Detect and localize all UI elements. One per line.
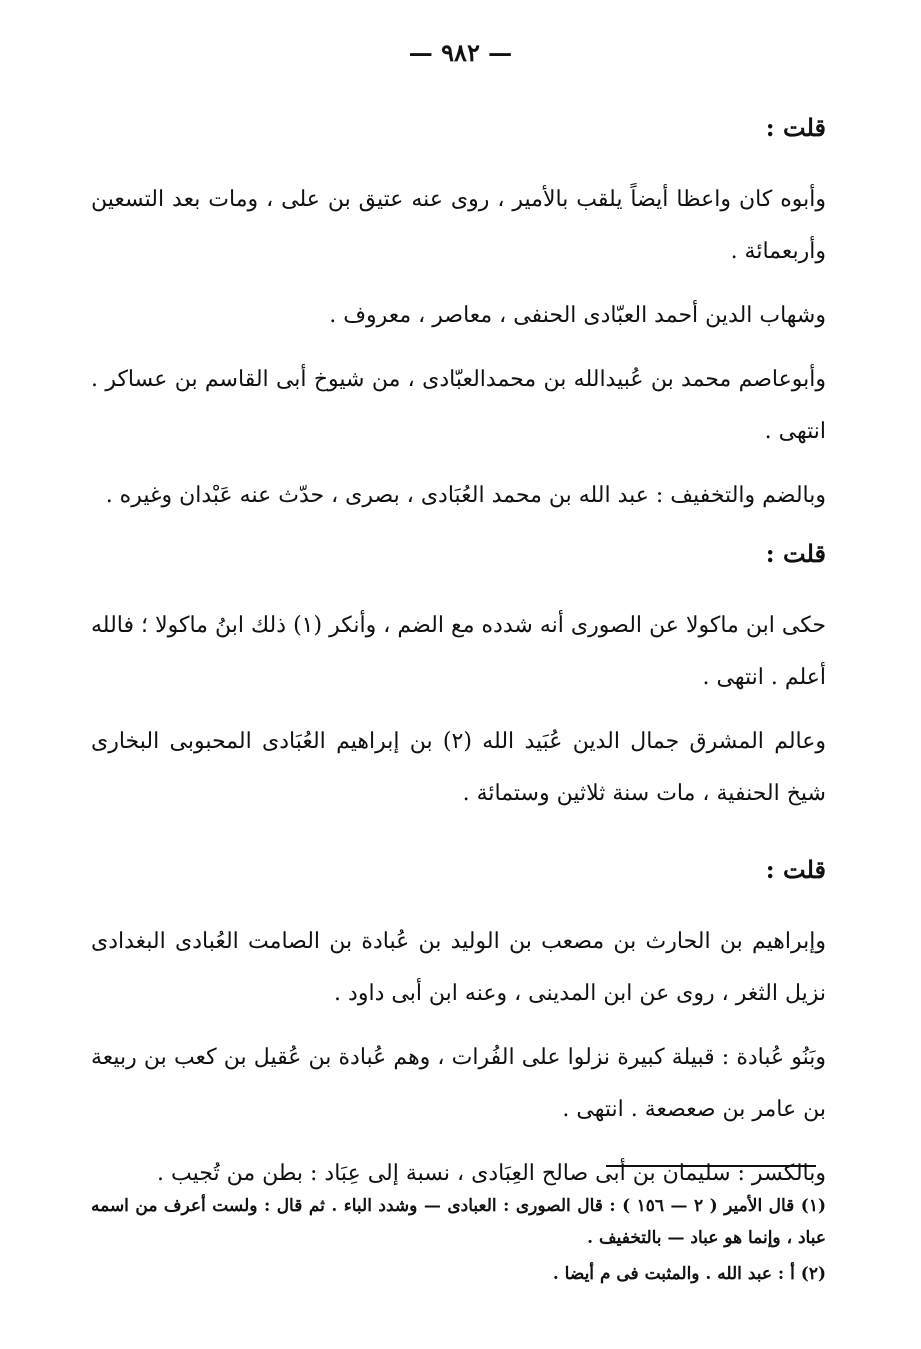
paragraph: وبَنُو عُبادة : قبيلة كبيرة نزلوا على الفُرات ، وهم عُبادة بن عُقيل بن كعب بن ربيعة بن عامر بن صعصعة . انتهى . xyxy=(91,1045,826,1122)
section-heading: قلت : xyxy=(765,855,826,884)
paragraph: وبالكسر : سليمان بن أبى صالح العِبَادى ، نسبة إلى عِبَاد : بطن من تُجيب . xyxy=(157,1161,826,1186)
paragraph: وأبوه كان واعظا أيضاً يلقب بالأمير ، روى عنه عتيق بن على ، ومات بعد التسعين وأربعمائة . xyxy=(91,187,826,264)
paragraph: وأبوعاصم محمد بن عُبيدالله بن محمدالعبّادى ، من شيوخ أبى القاسم بن عساكر . انتهى . xyxy=(91,367,826,444)
paragraph: وإبراهيم بن الحارث بن مصعب بن الوليد بن عُبادة بن الصامت العُبادى البغدادى نزيل الثغر ، روى عن ابن المدينى ، وعنه ابن أبى داود . xyxy=(91,929,826,1006)
paragraph: وشهاب الدين أحمد العبّادى الحنفى ، معاصر ، معروف . xyxy=(329,303,826,328)
section-heading: قلت : xyxy=(765,539,826,568)
footnote: (٢) أ : عبد الله . والمثبت فى م أيضا . xyxy=(552,1264,826,1284)
main-text xyxy=(91,100,826,1212)
footnote-divider xyxy=(606,1165,816,1167)
paragraph: حكى ابن ماكولا عن الصورى أنه شدده مع الضم ، وأنكر (١) ذلك ابنُ ماكولا ؛ فالله أعلم . انتهى . xyxy=(91,613,826,690)
footnote: (١) قال الأمير ( ٢ — ١٥٦ ) : قال الصورى : العبادى — وشدد الباء . ثم قال : ولست أعرف من اسمه عباد ، وإنما هو عباد — بالتخفيف . xyxy=(91,1196,826,1248)
section-heading: قلت : xyxy=(765,113,826,142)
page-number: — ٩٨٢ — xyxy=(408,38,513,67)
paragraph: وبالضم والتخفيف : عبد الله بن محمد العُبَادى ، بصرى ، حدّث عنه عَبْدان وغيره . xyxy=(105,483,826,508)
paragraph: وعالم المشرق جمال الدين عُبَيد الله (٢) بن إبراهيم العُبَادى المحبوبى البخارى شيخ الحنفية ، مات سنة ثلاثين وستمائة . xyxy=(91,729,827,806)
footnotes xyxy=(91,1190,826,1294)
